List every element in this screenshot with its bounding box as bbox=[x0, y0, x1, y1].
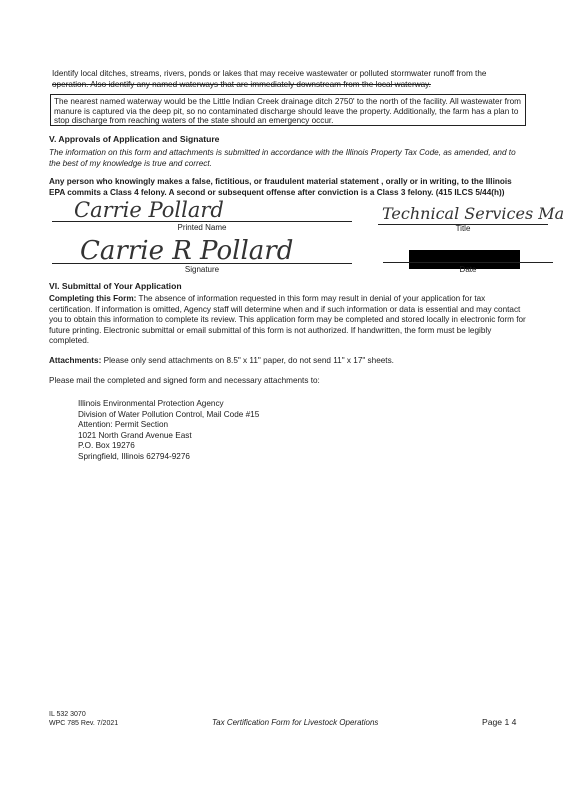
address-line: Springfield, Illinois 62794-9276 bbox=[78, 451, 190, 461]
address-line: Attention: Permit Section bbox=[78, 420, 169, 430]
date-line bbox=[383, 262, 553, 263]
address-line: Illinois Environmental Protection Agency bbox=[78, 399, 224, 408]
address-line: 1021 North Grand Avenue East bbox=[78, 430, 192, 440]
waterway-answer-text: The nearest named waterway would be the Little Indian Creek drainage ditch 2750' to the north of the facility. All wastewater from manure is captured via the deep pit, so no contaminated discharge should leave the property. Additionally, the farm has a plan to stop discharge from reaching waters of the state should an emergency occur. bbox=[54, 97, 521, 126]
form-id: IL 532 3070 bbox=[49, 711, 86, 718]
footer-left bbox=[49, 710, 118, 728]
title-label: Title bbox=[455, 224, 471, 233]
waterway-answer-box bbox=[50, 94, 526, 126]
signature-label: Signature bbox=[184, 265, 220, 274]
footer-form-title: Tax Certification Form for Livestock Operations bbox=[212, 718, 379, 727]
signature-value: Carrie R Pollard bbox=[80, 236, 294, 266]
printed-name-line bbox=[52, 221, 352, 222]
attachments-label: Attachments: bbox=[49, 356, 102, 365]
felony-warning: Any person who knowingly makes a false, fictitious, or fraudulent material statement , orally or in writing, to the Illinois EPA commits a Class 4 felony. A second or subsequent offense after conviction is a Class 3 felony. (415 ILCS 5/44(h)) bbox=[49, 177, 512, 197]
title-value: Technical Services Ma bbox=[382, 204, 565, 223]
attachments-paragraph bbox=[49, 356, 529, 367]
intro-instructions bbox=[52, 69, 522, 90]
completing-form-label: Completing this Form: bbox=[49, 294, 137, 303]
section-5-heading: V. Approvals of Application and Signature bbox=[49, 134, 220, 144]
section-6-heading: VI. Submittal of Your Application bbox=[49, 281, 182, 291]
intro-line-1: Identify local ditches, streams, rivers, ponds or lakes that may receive wastewater or polluted stormwater runoff from the bbox=[52, 69, 487, 78]
date-label: Date bbox=[459, 265, 477, 274]
mailing-address bbox=[78, 399, 259, 463]
completing-form-paragraph bbox=[49, 294, 529, 347]
address-line: P.O. Box 19276 bbox=[78, 441, 135, 451]
page-number: Page 1 4 bbox=[482, 717, 517, 727]
printed-name-value: Carrie Pollard bbox=[74, 198, 224, 222]
mail-instructions: Please mail the completed and signed form and necessary attachments to: bbox=[49, 376, 320, 385]
completing-form-text: The absence of information requested in this form may result in denial of your application for tax certification. If information is omitted, Agency staff will determine when and if such information or data is essential and may contact you to obtain this information to complete its review. This application form may be completed and stored locally in electronic form for future printing. Electronic submittal or email submittal of this form is not authorized. If handwritten, the form must be legibly completed. bbox=[49, 294, 526, 345]
form-revision: WPC 785 Rev. 7/2021 bbox=[49, 720, 119, 727]
section-5-statement: The information on this form and attachments is submitted in accordance with the Illinois Property Tax Code, as amended, and to the best of my knowledge is true and correct. bbox=[49, 148, 516, 168]
attachments-text: Please only send attachments on 8.5" x 11" paper, do not send 11" x 17" sheets. bbox=[103, 356, 394, 365]
printed-name-label: Printed Name bbox=[177, 223, 227, 232]
intro-line-2: operation. Also identify any named waterways that are immediately downstream from the local waterway. bbox=[52, 79, 431, 89]
signature-line bbox=[52, 263, 352, 264]
address-line: Division of Water Pollution Control, Mail Code #15 bbox=[78, 409, 260, 419]
